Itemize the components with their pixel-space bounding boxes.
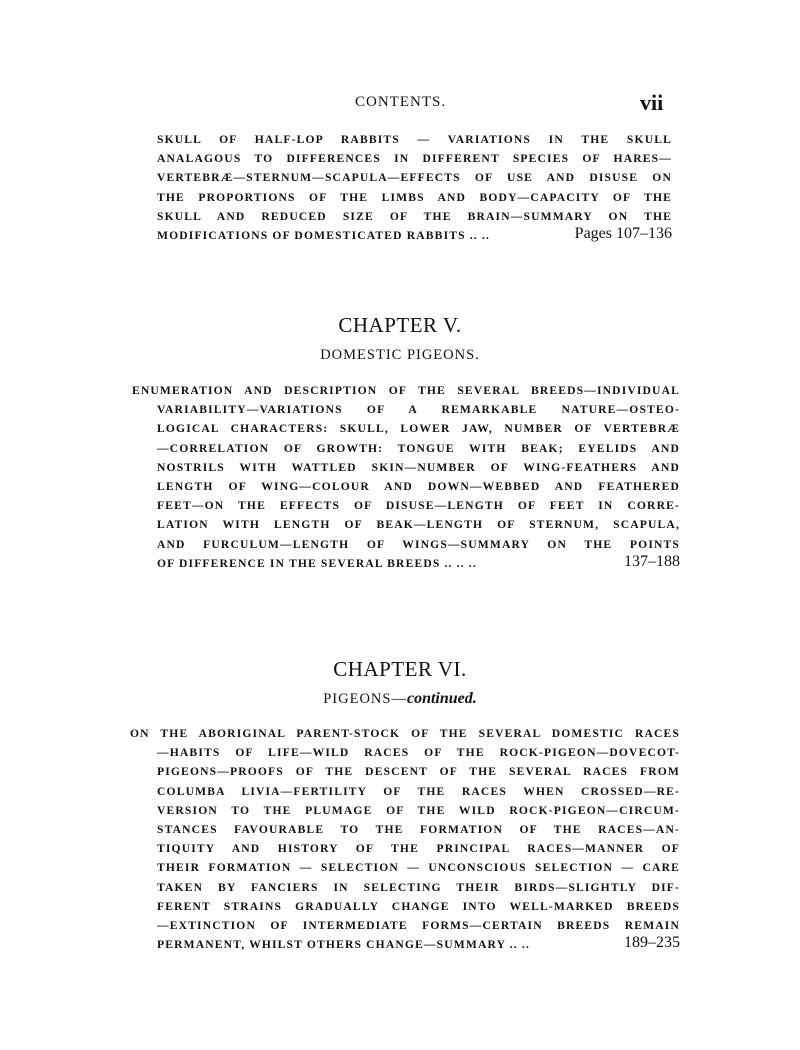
- toc-line: AND FURCULUM—LENGTH OF WINGS—SUMMARY ON THE POINTS: [157, 537, 680, 551]
- toc-line: TAKEN BY FANCIERS IN SELECTING THEIR BIRDS—SLIGHTLY DIF-: [157, 880, 680, 894]
- toc-line: PERMANENT, WHILST OTHERS CHANGE—SUMMARY .. ..: [157, 938, 530, 952]
- toc-line: ANALAGOUS TO DIFFERENCES IN DIFFERENT SPECIES OF HARES—: [157, 152, 672, 166]
- toc-line: SKULL AND REDUCED SIZE OF THE BRAIN—SUMMARY ON THE: [157, 209, 672, 223]
- chapter-v-summary: [132, 381, 680, 573]
- toc-line: COLUMBA LIVIA—FERTILITY OF THE RACES WHEN CROSSED—RE-: [157, 784, 680, 798]
- chapter-vi-title: CHAPTER VI.: [333, 657, 467, 681]
- running-head-title: CONTENTS.: [355, 94, 447, 110]
- toc-line: FEET—ON THE EFFECTS OF DISUSE—LENGTH OF FEET IN CORRE-: [157, 499, 680, 513]
- chapter-iv-continuation: [157, 130, 672, 245]
- chapter-v-subtitle: DOMESTIC PIGEONS.: [320, 347, 480, 363]
- page-range: 137–188: [624, 552, 680, 570]
- chapter-v-title: CHAPTER V.: [338, 313, 462, 337]
- toc-line: LATION WITH LENGTH OF BEAK—LENGTH OF STERNUM, SCAPULA,: [157, 518, 680, 532]
- toc-line: NOSTRILS WITH WATTLED SKIN—NUMBER OF WING-FEATHERS AND: [157, 460, 680, 474]
- toc-line: —HABITS OF LIFE—WILD RACES OF THE ROCK-PIGEON—DOVECOT-: [157, 746, 680, 760]
- toc-line: LOGICAL CHARACTERS: SKULL, LOWER JAW, NUMBER OF VERTEBRÆ: [157, 422, 680, 436]
- toc-line: SKULL OF HALF-LOP RABBITS — VARIATIONS IN THE SKULL: [157, 133, 672, 146]
- toc-line: —EXTINCTION OF INTERMEDIATE FORMS—CERTAIN BREEDS REMAIN: [157, 918, 680, 932]
- toc-line: MODIFICATIONS OF DOMESTICATED RABBITS .. ..: [157, 228, 490, 242]
- toc-line: FERENT STRAINS GRADUALLY CHANGE INTO WELL-MARKED BREEDS: [157, 899, 680, 913]
- toc-line: THEIR FORMATION — SELECTION — UNCONSCIOUS SELECTION — CARE: [157, 861, 680, 875]
- toc-line: LENGTH OF WING—COLOUR AND DOWN—WEBBED AND FEATHERED: [157, 479, 680, 493]
- toc-line: THE PROPORTIONS OF THE LIMBS AND BODY—CAPACITY OF THE: [157, 190, 672, 204]
- toc-line: —CORRELATION OF GROWTH: TONGUE WITH BEAK; EYELIDS AND: [157, 441, 680, 455]
- page-number: vii: [640, 90, 664, 115]
- toc-line: TIQUITY AND HISTORY OF THE PRINCIPAL RACES—MANNER OF: [157, 842, 680, 856]
- chapter-vi-subtitle-italic: continued.: [406, 690, 477, 707]
- toc-line: PIGEONS—PROOFS OF THE DESCENT OF THE SEVERAL RACES FROM: [157, 765, 680, 779]
- toc-line: ENUMERATION AND DESCRIPTION OF THE SEVERAL BREEDS—INDIVIDUAL: [132, 384, 680, 397]
- chapter-vi-subtitle: [0, 690, 800, 708]
- running-head: [0, 92, 800, 116]
- toc-line: VARIABILITY—VARIATIONS OF A REMARKABLE NATURE—OSTEO-: [157, 403, 680, 417]
- chapter-vi-subtitle-plain: PIGEONS—: [323, 691, 407, 707]
- toc-line: VERTEBRÆ—STERNUM—SCAPULA—EFFECTS OF USE AND DISUSE ON: [157, 171, 672, 185]
- page-range: 189–235: [624, 934, 680, 952]
- toc-line: STANCES FAVOURABLE TO THE FORMATION OF THE RACES—AN-: [157, 822, 680, 836]
- page-range: Pages 107–136: [574, 224, 672, 242]
- chapter-vi-summary: [130, 724, 680, 954]
- toc-line: ON THE ABORIGINAL PARENT-STOCK OF THE SEVERAL DOMESTIC RACES: [130, 727, 680, 740]
- toc-line: OF DIFFERENCE IN THE SEVERAL BREEDS .. .. ..: [157, 556, 477, 570]
- toc-line: VERSION TO THE PLUMAGE OF THE WILD ROCK-PIGEON—CIRCUM-: [157, 803, 680, 817]
